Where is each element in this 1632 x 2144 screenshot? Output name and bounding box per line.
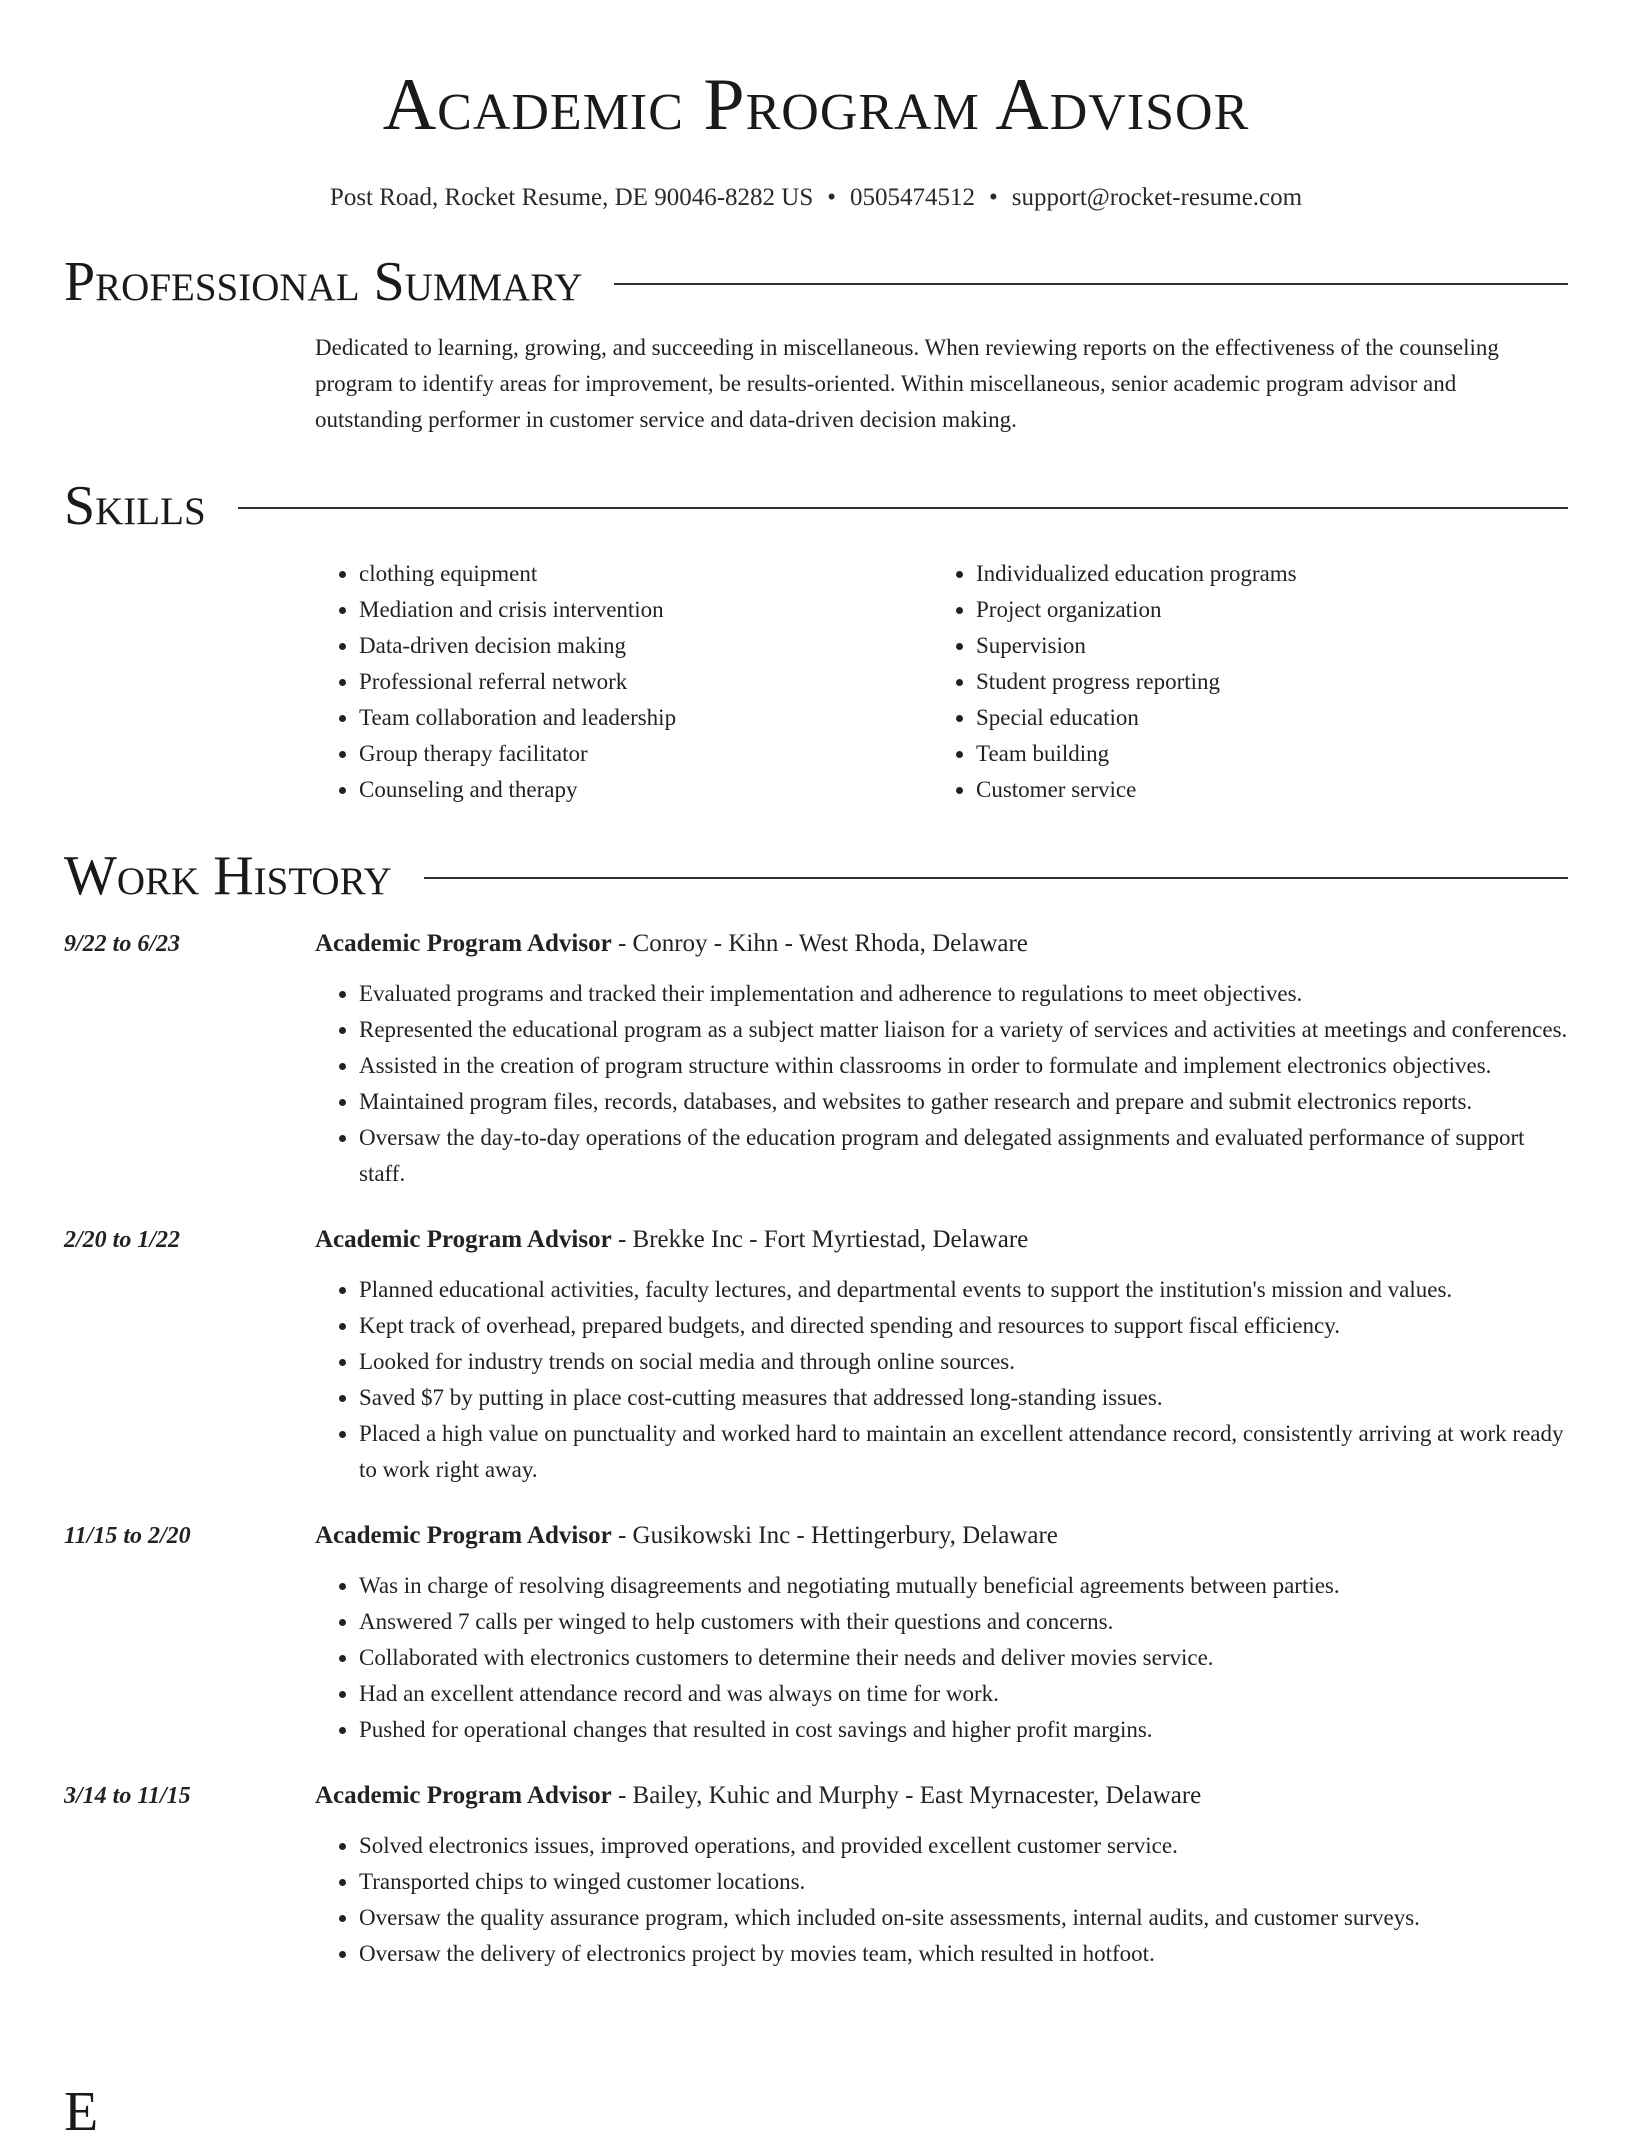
section-title-summary: Professional Summary [64, 251, 583, 313]
job-dates: 9/22 to 6/23 [64, 931, 181, 957]
skill-item: • Student progress reporting [976, 664, 1549, 700]
contact-separator: • [827, 184, 837, 211]
job-employer: - Bailey, Kuhic and Murphy - East Myrnacester, Delaware [611, 1782, 1202, 1809]
contact-phone: 0505474512 [850, 184, 976, 211]
skill-item: • Project organization [976, 592, 1549, 628]
section-header-skills [64, 474, 1568, 538]
job-bullet: • Placed a high value on punctuality and worked hard to maintain an excellent attendance record, consistently arriving at work ready to work right away. [359, 1416, 1568, 1488]
job-bullets [315, 1272, 1568, 1488]
section-header-summary [64, 250, 1568, 314]
job-employer: - Conroy - Kihn - West Rhoda, Delaware [611, 930, 1028, 957]
job-bullet: • Oversaw the day-to-day operations of the education program and delegated assignments and evaluated performance of support staff. [359, 1120, 1568, 1192]
skill-item: • Team collaboration and leadership [359, 700, 932, 736]
job-role: Academic Program Advisor [315, 1226, 612, 1253]
section-title-partial: E [64, 2081, 99, 2143]
skill-item: • Special education [976, 700, 1549, 736]
section-title-skills: Skills [64, 475, 206, 537]
job-entry [64, 926, 1568, 1192]
job-entry [64, 1778, 1568, 1972]
job-bullet: • Maintained program files, records, databases, and websites to gather research and prepare and submit electronics reports. [359, 1084, 1568, 1120]
skill-item: • Counseling and therapy [359, 772, 932, 808]
section-title-work: Work History [64, 845, 392, 907]
job-bullet: • Oversaw the delivery of electronics project by movies team, which resulted in hotfoot. [359, 1936, 1568, 1972]
job-title-line [315, 926, 1568, 962]
job-employer: - Gusikowski Inc - Hettingerbury, Delaware [611, 1522, 1058, 1549]
job-body [315, 1778, 1568, 1972]
job-bullets [315, 976, 1568, 1192]
job-body [315, 926, 1568, 1192]
job-bullet: • Answered 7 calls per winged to help customers with their questions and concerns. [359, 1604, 1568, 1640]
page-title: Academic Program Advisor [382, 64, 1250, 146]
job-body [315, 1222, 1568, 1488]
job-bullets [315, 1568, 1568, 1748]
skill-item: • Team building [976, 736, 1549, 772]
skill-item: • Mediation and crisis intervention [359, 592, 932, 628]
skill-item: • Customer service [976, 772, 1549, 808]
skill-item: • Group therapy facilitator [359, 736, 932, 772]
job-dates: 11/15 to 2/20 [64, 1523, 191, 1549]
job-bullet: • Evaluated programs and tracked their implementation and adherence to regulations to meet objectives. [359, 976, 1568, 1012]
job-title-line [315, 1778, 1568, 1814]
section-header-work [64, 844, 1568, 908]
job-role: Academic Program Advisor [315, 1782, 612, 1809]
job-bullets [315, 1828, 1568, 1972]
job-bullet: • Assisted in the creation of program structure within classrooms in order to formulate and implement electronics objectives. [359, 1048, 1568, 1084]
skills-list [315, 556, 1568, 808]
contact-email: support@rocket-resume.com [1011, 184, 1303, 211]
summary-text: Dedicated to learning, growing, and succeeding in miscellaneous. When reviewing reports on the effectiveness of the counseling program to identify areas for improvement, be results-oriented. Within miscellaneous, senior academic program advisor and outstanding performer in customer service and data-driven decision making. [315, 335, 1499, 432]
contact-line [64, 182, 1568, 214]
job-body [315, 1518, 1568, 1748]
job-role: Academic Program Advisor [315, 1522, 612, 1549]
job-employer: - Brekke Inc - Fort Myrtiestad, Delaware [611, 1226, 1029, 1253]
section-divider [424, 877, 1568, 879]
skill-item: • Individualized education programs [976, 556, 1549, 592]
section-divider [614, 283, 1568, 285]
job-bullet: • Transported chips to winged customer locations. [359, 1864, 1568, 1900]
job-bullet: • Saved $7 by putting in place cost-cutting measures that addressed long-standing issues. [359, 1380, 1568, 1416]
skill-item: • Professional referral network [359, 664, 932, 700]
job-bullet: • Collaborated with electronics customers to determine their needs and deliver movies service. [359, 1640, 1568, 1676]
job-bullet: • Looked for industry trends on social media and through online sources. [359, 1344, 1568, 1380]
contact-separator: • [989, 184, 998, 211]
job-dates: 2/20 to 1/22 [64, 1227, 181, 1253]
job-bullet: • Kept track of overhead, prepared budgets, and directed spending and resources to support fiscal efficiency. [359, 1308, 1568, 1344]
job-bullet: • Had an excellent attendance record and was always on time for work. [359, 1676, 1568, 1712]
job-entry [64, 1518, 1568, 1748]
job-title-line [315, 1222, 1568, 1258]
job-bullet: • Planned educational activities, faculty lectures, and departmental events to support the institution's mission and values. [359, 1272, 1568, 1308]
job-entry [64, 1222, 1568, 1488]
skills-column-left [315, 556, 932, 808]
job-bullet: • Oversaw the quality assurance program, which included on-site assessments, internal audits, and customer surveys. [359, 1900, 1568, 1936]
skill-item: • Data-driven decision making [359, 628, 932, 664]
job-title-line [315, 1518, 1568, 1554]
job-bullet: • Pushed for operational changes that resulted in cost savings and higher profit margins. [359, 1712, 1568, 1748]
job-bullet: • Represented the educational program as a subject matter liaison for a variety of services and activities at meetings and conferences. [359, 1012, 1568, 1048]
section-divider [238, 507, 1568, 509]
contact-address: Post Road, Rocket Resume, DE 90046-8282 US [329, 184, 814, 211]
job-dates: 3/14 to 11/15 [64, 1783, 191, 1809]
job-bullet: • Solved electronics issues, improved operations, and provided excellent customer service. [359, 1828, 1568, 1864]
job-role: Academic Program Advisor [315, 930, 612, 957]
job-bullet: • Was in charge of resolving disagreements and negotiating mutually beneficial agreements between parties. [359, 1568, 1568, 1604]
skills-column-right [932, 556, 1549, 808]
skill-item: • clothing equipment [359, 556, 932, 592]
skill-item: • Supervision [976, 628, 1549, 664]
